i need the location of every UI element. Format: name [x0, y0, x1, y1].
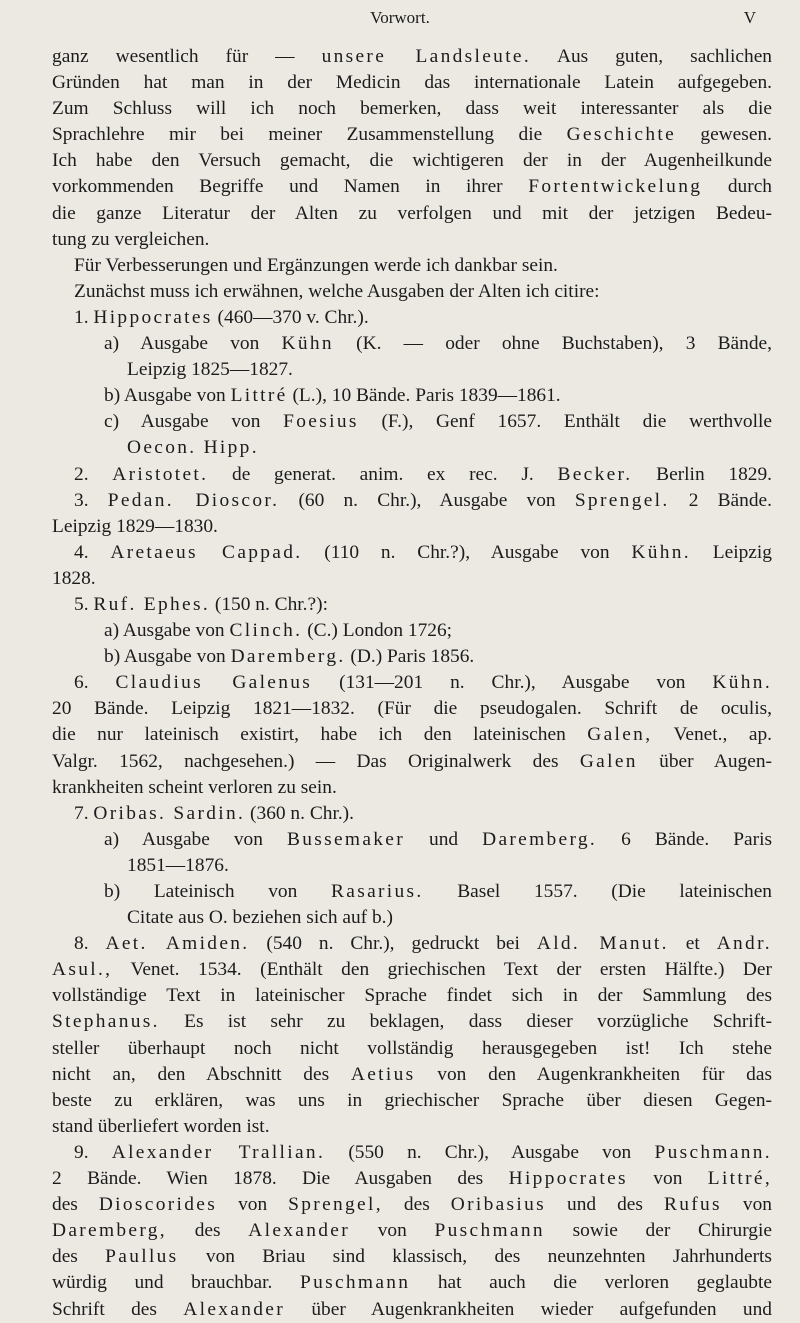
text-run: (D.) Paris 1856. [345, 646, 475, 668]
text-line [52, 1218, 772, 1244]
text-line [52, 462, 772, 488]
text-run: Zum Schluss will ich noch bemerken, dass weit interessanter als die [52, 98, 772, 120]
text-run: 2. [74, 463, 113, 485]
text-run: sowie der Chirurgie [544, 1220, 772, 1242]
text-run: 6. [74, 672, 116, 694]
text-line [52, 566, 772, 592]
text-run: de generat. anim. ex rec. J. [208, 463, 558, 485]
spaced-name: Galen [579, 750, 638, 772]
text-run: et [668, 933, 717, 955]
text-run: Leipzig [690, 541, 772, 563]
text-line [52, 1062, 772, 1088]
text-line [52, 148, 772, 174]
text-line [52, 44, 772, 70]
text-run: Ich habe den Versuch gemacht, die wichtigeren der in der Augenheilkunde [52, 150, 772, 172]
spaced-name: Hippocrates [508, 1168, 628, 1190]
spaced-name: Foesius [283, 411, 359, 433]
text-run: durch [702, 176, 772, 198]
text-run: über Augen- [637, 750, 772, 772]
text-line [52, 1114, 772, 1140]
spaced-name: Pedan. Dioscor. [107, 489, 280, 511]
text-run: des [167, 1220, 249, 1242]
text-run: Venet. 1534. (Enthält den griechischen Text der ersten Hälfte.) Der [112, 959, 772, 981]
text-run: und [405, 828, 483, 850]
text-line [52, 749, 772, 775]
text-run: stand überliefert worden ist. [52, 1115, 270, 1137]
text-run: des [382, 1194, 451, 1216]
text-line [52, 592, 772, 618]
text-line [52, 201, 772, 227]
text-run: 20 Bände. Leipzig 1821—1832. (Für die pseudogalen. Schrift de oculis, [52, 698, 772, 720]
text-line [52, 1009, 772, 1035]
text-line [52, 488, 772, 514]
text-run: (131—201 n. Chr.), Ausgabe von [312, 672, 713, 694]
spaced-name: Aetius [350, 1063, 416, 1085]
running-head-title: Vorwort. [370, 8, 430, 27]
spaced-name: Stephanus. [52, 1011, 160, 1033]
spaced-name: Ald. Manut. [536, 933, 669, 955]
spaced-name: Littré, [707, 1168, 772, 1190]
text-run: 3. [74, 489, 108, 511]
spaced-name: Ruf. Ephes. [93, 593, 211, 615]
spaced-name: Rasarius. [331, 881, 424, 902]
text-run: Zunächst muss ich erwähnen, welche Ausgaben der Alten ich citire: [74, 280, 600, 302]
text-run: 8. [74, 933, 106, 955]
spaced-name: Clinch. [229, 620, 303, 642]
text-run: (460—370 v. Chr.). [212, 306, 369, 328]
text-run: steller überhaupt noch nicht vollständig herausgegeben ist! Ich stehe [52, 1037, 772, 1059]
text-run: von [217, 1194, 289, 1216]
spaced-name: Aet. Amiden. [105, 933, 250, 955]
text-run: krankheiten scheint verloren zu sein. [52, 776, 337, 798]
text-line [52, 70, 772, 96]
spaced-name: Littré [230, 385, 288, 407]
text-line [52, 331, 772, 357]
text-run: Schrift des [52, 1298, 184, 1320]
text-line [52, 1036, 772, 1062]
text-run: Citate aus O. beziehen sich auf b.) [127, 907, 393, 929]
text-run: 2 Bände. [669, 489, 772, 511]
text-run: beste zu erklären, was uns in griechischer Sprache über diesen Gegen- [52, 1089, 772, 1111]
spaced-name: Sprengel. [574, 489, 670, 511]
text-run: a) Ausgabe von [104, 620, 230, 642]
spaced-name: Alexander [248, 1220, 350, 1242]
text-run: Gründen hat man in der Medicin das internationale Latein aufgegeben. [52, 72, 772, 94]
text-line [52, 1297, 772, 1323]
text-line [52, 122, 772, 148]
spaced-name: Fortentwickelung [528, 176, 703, 198]
text-line [52, 696, 772, 722]
spaced-name: Dioscorides [98, 1194, 218, 1216]
text-line [52, 722, 772, 748]
text-run: b) Ausgabe von [104, 646, 231, 668]
text-line [52, 670, 772, 696]
spaced-name: Galen, [587, 724, 653, 746]
text-run: Venet., ap. [652, 724, 772, 746]
text-line [52, 357, 772, 383]
text-run: des [52, 1246, 106, 1268]
text-run: Aus guten, sachlichen [531, 46, 772, 67]
text-line [52, 1088, 772, 1114]
text-run: nicht an, den Abschnitt des [52, 1063, 351, 1085]
text-run: (60 n. Chr.), Ausgabe von [279, 489, 575, 511]
text-line [52, 279, 772, 305]
text-run: b) Ausgabe von [104, 385, 231, 407]
spaced-name: Daremberg, [52, 1220, 167, 1242]
text-run: von [350, 1220, 435, 1242]
text-run: (L.), 10 Bände. Paris 1839—1861. [287, 385, 561, 407]
text-run: Berlin 1829. [632, 463, 772, 485]
text-line [52, 305, 772, 331]
text-line [52, 409, 772, 435]
spaced-name: Hippocrates [93, 306, 213, 328]
spaced-name: Sprengel, [288, 1194, 383, 1216]
text-run: (550 n. Chr.), Ausgabe von [325, 1141, 655, 1163]
text-run: b) Lateinisch von [104, 881, 331, 902]
text-run: (110 n. Chr.?), Ausgabe von [302, 541, 632, 563]
text-run: 7. [74, 802, 94, 824]
text-run: 5. [74, 593, 94, 615]
text-line [52, 1270, 772, 1296]
text-line [52, 618, 772, 644]
text-line [52, 644, 772, 670]
text-run: würdig und brauchbar. [52, 1272, 300, 1294]
text-run: des [52, 1194, 99, 1216]
spaced-name: Alexander [183, 1298, 285, 1320]
spaced-name: Daremberg. [482, 828, 598, 850]
text-line [52, 435, 772, 461]
text-line [52, 1166, 772, 1192]
text-run: über Augenkrankheiten wieder aufgefunden und [285, 1298, 772, 1320]
spaced-name: Alexander Trallian. [111, 1141, 326, 1163]
text-line [52, 383, 772, 409]
text-run: 4. [74, 541, 111, 563]
spaced-name: Kühn. [712, 672, 772, 694]
text-run: tung zu vergleichen. [52, 228, 210, 250]
text-run: 1828. [52, 567, 96, 589]
spaced-name: Geschichte [566, 124, 676, 146]
text-run: gewesen. [676, 124, 772, 146]
text-line [52, 801, 772, 827]
text-run: von Briau sind klassisch, des neunzehnten Jahrhunderts [178, 1246, 772, 1268]
text-run: von den Augenkrankheiten für das [415, 1063, 772, 1085]
text-line [52, 1244, 772, 1270]
text-run: Leipzig 1825—1827. [127, 359, 293, 381]
spaced-name: Rufus [663, 1194, 722, 1216]
text-run: Es ist sehr zu beklagen, dass dieser vorzügliche Schrift- [159, 1011, 772, 1033]
text-run: 1. [74, 306, 94, 328]
page-number: V [743, 8, 756, 27]
running-head [0, 6, 800, 30]
spaced-name: Oecon. Hipp. [127, 437, 259, 459]
spaced-name: unsere Landsleute. [321, 46, 532, 67]
spaced-name: Puschmann [299, 1272, 411, 1294]
text-run: Basel 1557. (Die lateinischen [423, 881, 772, 902]
spaced-name: Aristotet. [112, 463, 209, 485]
text-run: vorkommenden Begriffe und Namen in ihrer [52, 176, 529, 198]
text-run: 1851—1876. [127, 854, 229, 876]
text-run: a) Ausgabe von [104, 828, 287, 850]
text-run: Für Verbesserungen und Ergänzungen werde ich dankbar sein. [74, 254, 558, 276]
text-run: 2 Bände. Wien 1878. Die Ausgaben des [52, 1168, 509, 1190]
text-run: von [721, 1194, 772, 1216]
text-run: 6 Bände. Paris [597, 828, 772, 850]
text-run: (K. — oder ohne Buchstaben), 3 Bände, [333, 333, 772, 355]
text-run: (C.) London 1726; [302, 620, 453, 642]
text-run: und des [546, 1194, 664, 1216]
spaced-name: Kühn. [631, 541, 691, 563]
text-line [52, 253, 772, 279]
spaced-name: Asul., [52, 959, 113, 981]
spaced-name: Claudius Galenus [115, 672, 313, 694]
text-run: von [627, 1168, 708, 1190]
spaced-name: Oribas. Sardin. [93, 802, 246, 824]
spaced-name: Paullus [105, 1246, 179, 1268]
text-line [52, 514, 772, 540]
text-run: a) Ausgabe von [104, 333, 282, 355]
text-line [52, 905, 772, 931]
text-line [52, 174, 772, 200]
text-run: c) Ausgabe von [104, 411, 284, 433]
text-line [52, 827, 772, 853]
text-run: hat auch die verloren geglaubte [410, 1272, 772, 1294]
spaced-name: Andr. [716, 933, 772, 955]
spaced-name: Daremberg. [230, 646, 346, 668]
text-line [52, 957, 772, 983]
spaced-name: Aretaeus Cappad. [110, 541, 303, 563]
text-run: die ganze Literatur der Alten zu verfolgen und mit der jetzigen Bedeu- [52, 202, 772, 224]
text-run: die nur lateinisch existirt, habe ich den lateinischen [52, 724, 588, 746]
text-run: Sprachlehre mir bei meiner Zusammenstellung die [52, 124, 567, 146]
text-run: (540 n. Chr.), gedruckt bei [249, 933, 537, 955]
text-run: (150 n. Chr.?): [210, 593, 328, 615]
text-line [52, 1192, 772, 1218]
text-run: ganz wesentlich für — [52, 46, 322, 67]
body-text [52, 44, 772, 1323]
text-run: Leipzig 1829—1830. [52, 515, 218, 537]
text-line [52, 983, 772, 1009]
text-run: Valgr. 1562, nachgesehen.) — Das Originalwerk des [52, 750, 580, 772]
text-line [52, 96, 772, 122]
text-run: 9. [74, 1141, 112, 1163]
text-line [52, 879, 772, 905]
text-line [52, 1140, 772, 1166]
spaced-name: Puschmann [434, 1220, 545, 1242]
text-run: (F.), Genf 1657. Enthält die werthvolle [358, 411, 772, 433]
text-line [52, 540, 772, 566]
text-run: (360 n. Chr.). [245, 802, 354, 824]
spaced-name: Oribasius [450, 1194, 547, 1216]
text-line [52, 775, 772, 801]
text-line [52, 227, 772, 253]
text-line [52, 931, 772, 957]
spaced-name: Kühn [281, 333, 334, 355]
spaced-name: Puschmann. [654, 1141, 772, 1163]
spaced-name: Bussemaker [286, 828, 406, 850]
text-line [52, 853, 772, 879]
text-run: vollständige Text in lateinischer Sprache findet sich in der Sammlung des [52, 985, 772, 1007]
spaced-name: Becker. [557, 463, 633, 485]
